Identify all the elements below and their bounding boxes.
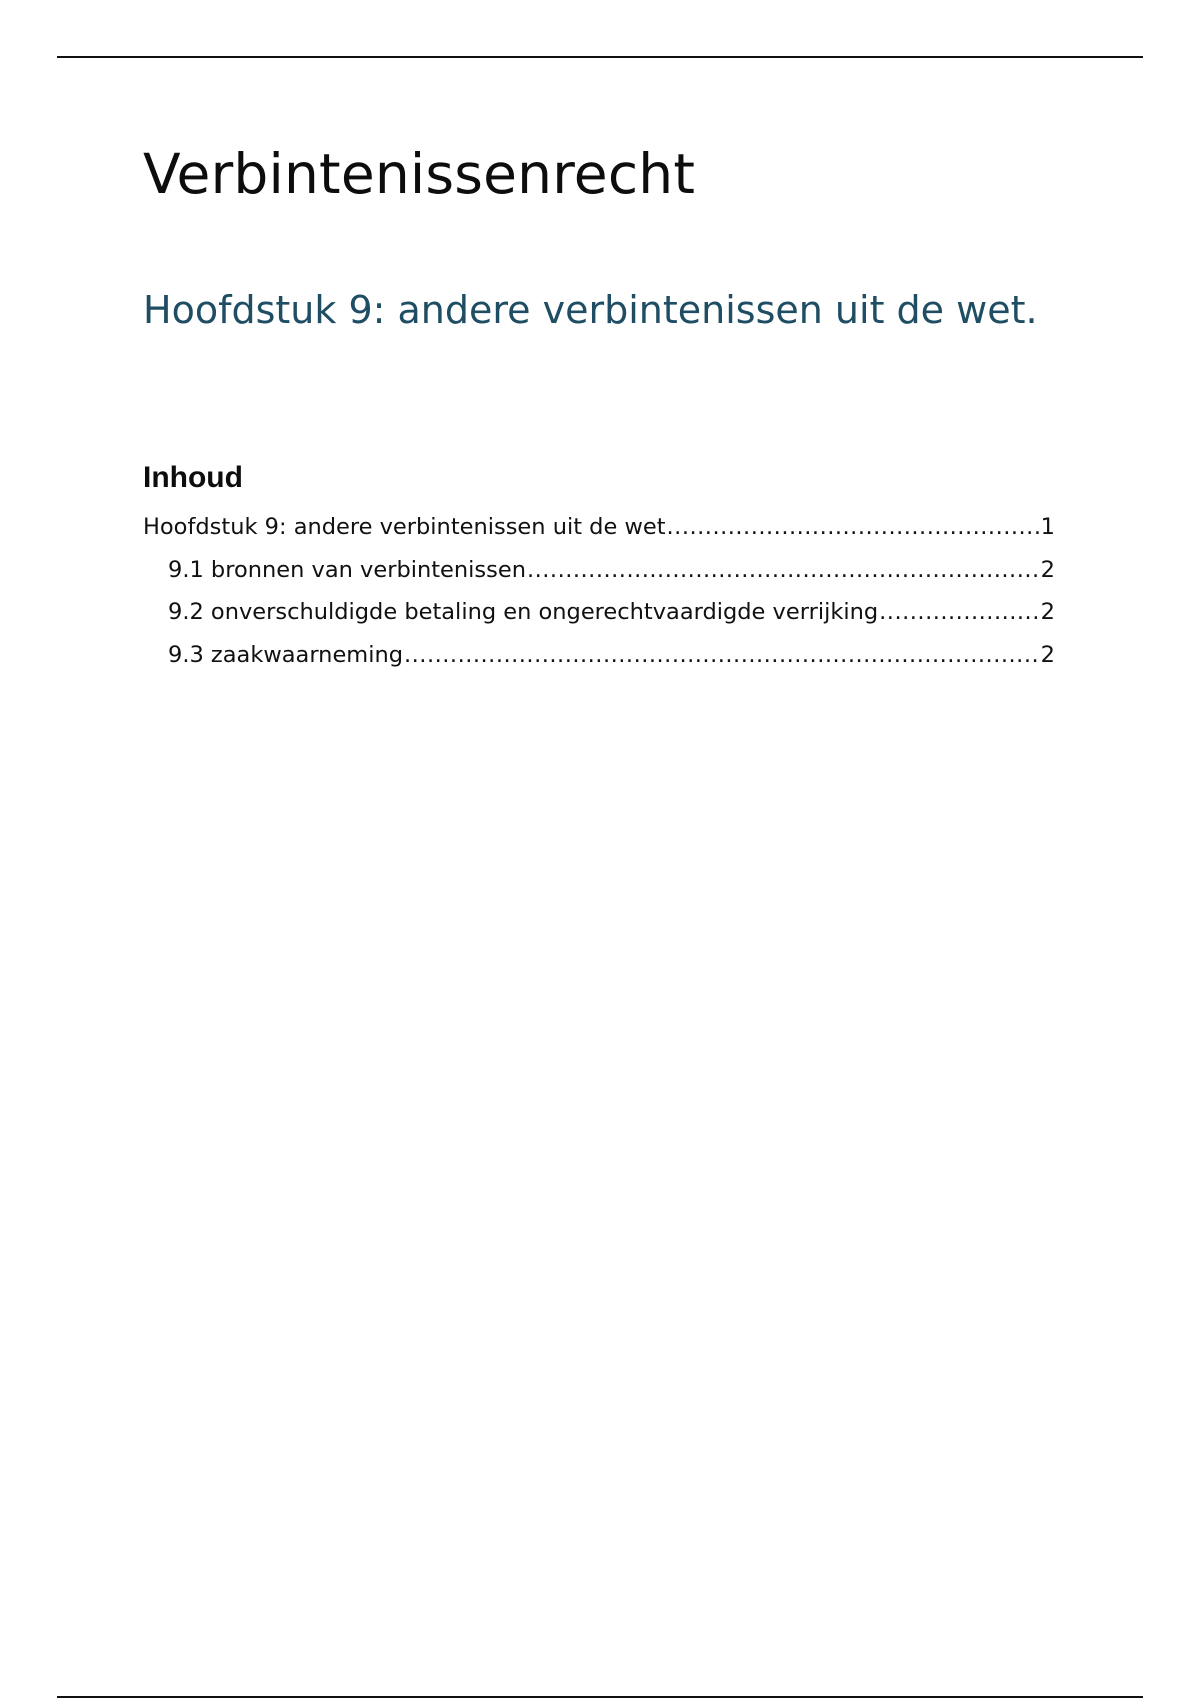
toc-heading: Inhoud <box>143 461 243 494</box>
toc-entry-text: 9.1 bronnen van verbintenissen <box>168 556 526 583</box>
toc-page-number: 2 <box>1040 556 1055 583</box>
footer-rule <box>57 1696 1143 1698</box>
toc-page-number: 1 <box>1040 514 1055 540</box>
toc-entry-9-1[interactable] <box>143 549 1055 592</box>
toc-page-number: 2 <box>1040 641 1055 668</box>
toc-entry-9-3[interactable] <box>143 634 1055 677</box>
toc-entry-text: Hoofdstuk 9: andere verbintenissen uit de wet <box>143 514 666 540</box>
toc-dot-leader <box>667 506 1040 549</box>
header-rule <box>57 56 1143 58</box>
toc-entry-9-2[interactable] <box>143 591 1055 634</box>
toc-entry-chapter-9[interactable] <box>143 506 1055 549</box>
toc-dot-leader <box>527 549 1040 592</box>
table-of-contents <box>143 506 1055 676</box>
toc-dot-leader <box>879 591 1040 634</box>
toc-dot-leader <box>404 634 1040 677</box>
toc-page-number: 2 <box>1040 599 1055 625</box>
toc-entry-text: 9.2 onverschuldigde betaling en ongerechtvaardigde verrijking <box>168 599 879 625</box>
document-title: Verbintenissenrecht <box>143 142 696 206</box>
toc-entry-text: 9.3 zaakwaarneming <box>168 641 403 668</box>
chapter-heading: Hoofdstuk 9: andere verbintenissen uit de wet. <box>143 288 1038 332</box>
